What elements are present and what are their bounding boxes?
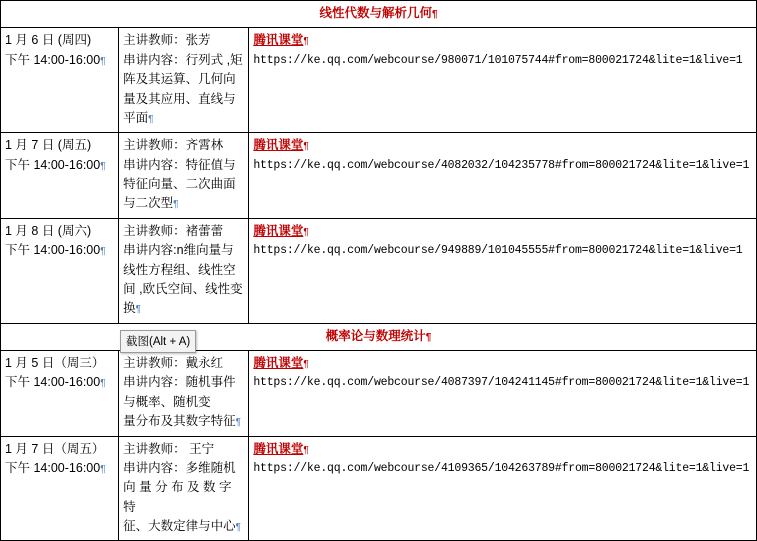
section-title-row: [1, 323, 757, 350]
session-time-line: 1 月 6 日 (周四): [5, 33, 92, 48]
course-link-cell: [249, 436, 757, 541]
paragraph-mark: ¶: [303, 141, 309, 153]
session-time-line: 1 月 7 日（周五）: [5, 441, 105, 456]
platform-label[interactable]: 腾讯课堂: [253, 138, 304, 153]
lecture-content-line: 串讲内容：行列式 ,矩: [123, 52, 243, 67]
lecturer-name-line: 主讲教师：戴永红: [123, 356, 224, 370]
session-time-cell: [1, 351, 119, 437]
lecture-content-line: 串讲内容：随机事件: [123, 375, 236, 390]
course-url[interactable]: https://ke.qq.com/webcourse/4087397/104241145#from=800021724&lite=1&live=1: [253, 376, 750, 390]
paragraph-mark: ¶: [303, 226, 309, 238]
paragraph-mark: ¶: [235, 417, 242, 429]
table-row: [1, 351, 757, 437]
lecturer-name-line: 主讲教师： 王宁: [123, 441, 215, 456]
platform-label[interactable]: 腾讯课堂: [253, 33, 304, 48]
lecturer-name-line: 主讲教师：齐霄林: [123, 138, 224, 153]
paragraph-mark: ¶: [235, 522, 242, 533]
schedule-body: [1, 1, 757, 541]
session-time-cell: [1, 218, 119, 323]
paragraph-mark: ¶: [100, 378, 106, 390]
lecture-content-line: 串讲内容:n维向量与: [123, 243, 234, 258]
paragraph-mark: ¶: [148, 113, 154, 125]
session-time-cell: [1, 436, 119, 541]
lecture-content-line: 与概率、随机变: [123, 394, 211, 409]
lecture-content-line: 换¶: [123, 301, 142, 316]
session-time-line: 下午 14:00-16:00¶: [5, 243, 106, 258]
section-title-text: 线性代数与解析几何: [319, 6, 432, 20]
course-url[interactable]: https://ke.qq.com/webcourse/4082032/104235778#from=800021724&lite=1&live=1: [253, 158, 750, 172]
platform-line: [253, 222, 752, 242]
paragraph-mark: ¶: [425, 331, 432, 343]
lecturer-name-line: 主讲教师：褚蕾蕾: [123, 223, 224, 238]
section-title: [1, 323, 757, 350]
platform-line: [253, 31, 752, 51]
lecturer-content-cell: [119, 28, 249, 133]
lecture-content-line: 平面¶: [123, 110, 154, 125]
paragraph-mark: ¶: [100, 246, 106, 258]
table-row: [1, 218, 757, 323]
platform-label[interactable]: 腾讯课堂: [253, 356, 304, 370]
lecture-content-line: 线性方程组、线性空: [123, 262, 236, 277]
session-time-cell: [1, 133, 119, 219]
platform-line: [253, 440, 752, 460]
session-time-line: 下午 14:00-16:00¶: [5, 52, 106, 67]
paragraph-mark: ¶: [100, 463, 106, 475]
platform-line: [253, 354, 752, 374]
lecturer-content-cell: [119, 218, 249, 323]
lecturer-name-line: 主讲教师：张芳: [123, 33, 211, 48]
paragraph-mark: ¶: [431, 9, 438, 20]
course-link-cell: [249, 218, 757, 323]
course-link-cell: [249, 351, 757, 437]
table-row: [1, 28, 757, 133]
session-time-cell: [1, 28, 119, 133]
course-link-cell: [249, 28, 757, 133]
lecture-content-line: 阵及其运算、几何向: [123, 72, 236, 87]
session-time-line: 1 月 8 日 (周六): [5, 223, 92, 238]
lecture-content-line: 量及其应用、直线与: [123, 91, 236, 106]
course-url[interactable]: https://ke.qq.com/webcourse/4109365/104263789#from=800021724&lite=1&live=1: [253, 461, 750, 475]
session-time-line: 下午 14:00-16:00¶: [5, 375, 106, 390]
paragraph-mark: ¶: [303, 359, 309, 370]
course-link-cell: [249, 133, 757, 219]
table-row: [1, 133, 757, 219]
lecture-content-line: 串讲内容：特征值与: [123, 157, 236, 172]
course-url[interactable]: https://ke.qq.com/webcourse/980071/101075744#from=800021724&lite=1&live=1: [253, 53, 743, 67]
session-time-line: 1 月 5 日（周三）: [5, 356, 105, 370]
lecturer-content-cell: [119, 133, 249, 219]
paragraph-mark: ¶: [303, 444, 309, 456]
paragraph-mark: ¶: [173, 199, 179, 211]
lecture-content-line: 征、大数定律与中心¶: [123, 519, 242, 533]
section-title-text: 概率论与数理统计: [325, 328, 426, 343]
platform-label[interactable]: 腾讯课堂: [253, 441, 304, 456]
lecture-content-line: 串讲内容：多维随机: [123, 460, 236, 475]
lecture-content-line: 量分布及其数字特征¶: [123, 414, 242, 429]
session-time-line: 下午 14:00-16:00¶: [5, 157, 106, 172]
lecture-content-line: 间 ,欧氏空间、线性变: [123, 281, 243, 296]
lecture-content-line: 与二次型¶: [123, 196, 179, 211]
table-row: [1, 436, 757, 541]
section-title-row: [1, 1, 757, 28]
platform-label[interactable]: 腾讯课堂: [253, 223, 304, 238]
paragraph-mark: ¶: [303, 36, 309, 48]
lecturer-content-cell: [119, 436, 249, 541]
paragraph-mark: ¶: [100, 160, 106, 172]
lecturer-content-cell: [119, 351, 249, 437]
platform-line: [253, 136, 752, 156]
paragraph-mark: ¶: [100, 55, 106, 67]
course-url[interactable]: https://ke.qq.com/webcourse/949889/101045555#from=800021724&lite=1&live=1: [253, 244, 743, 258]
session-time-line: 下午 14:00-16:00¶: [5, 460, 106, 475]
paragraph-mark: ¶: [135, 304, 142, 316]
session-time-line: 1 月 7 日 (周五): [5, 138, 92, 153]
screenshot-tooltip: 截图(Alt + A): [120, 330, 196, 353]
lecture-content-line: 向 量 分 布 及 数 字 特: [123, 480, 232, 514]
section-title: [1, 1, 757, 28]
lecture-content-line: 特征向量、二次曲面: [123, 177, 236, 191]
